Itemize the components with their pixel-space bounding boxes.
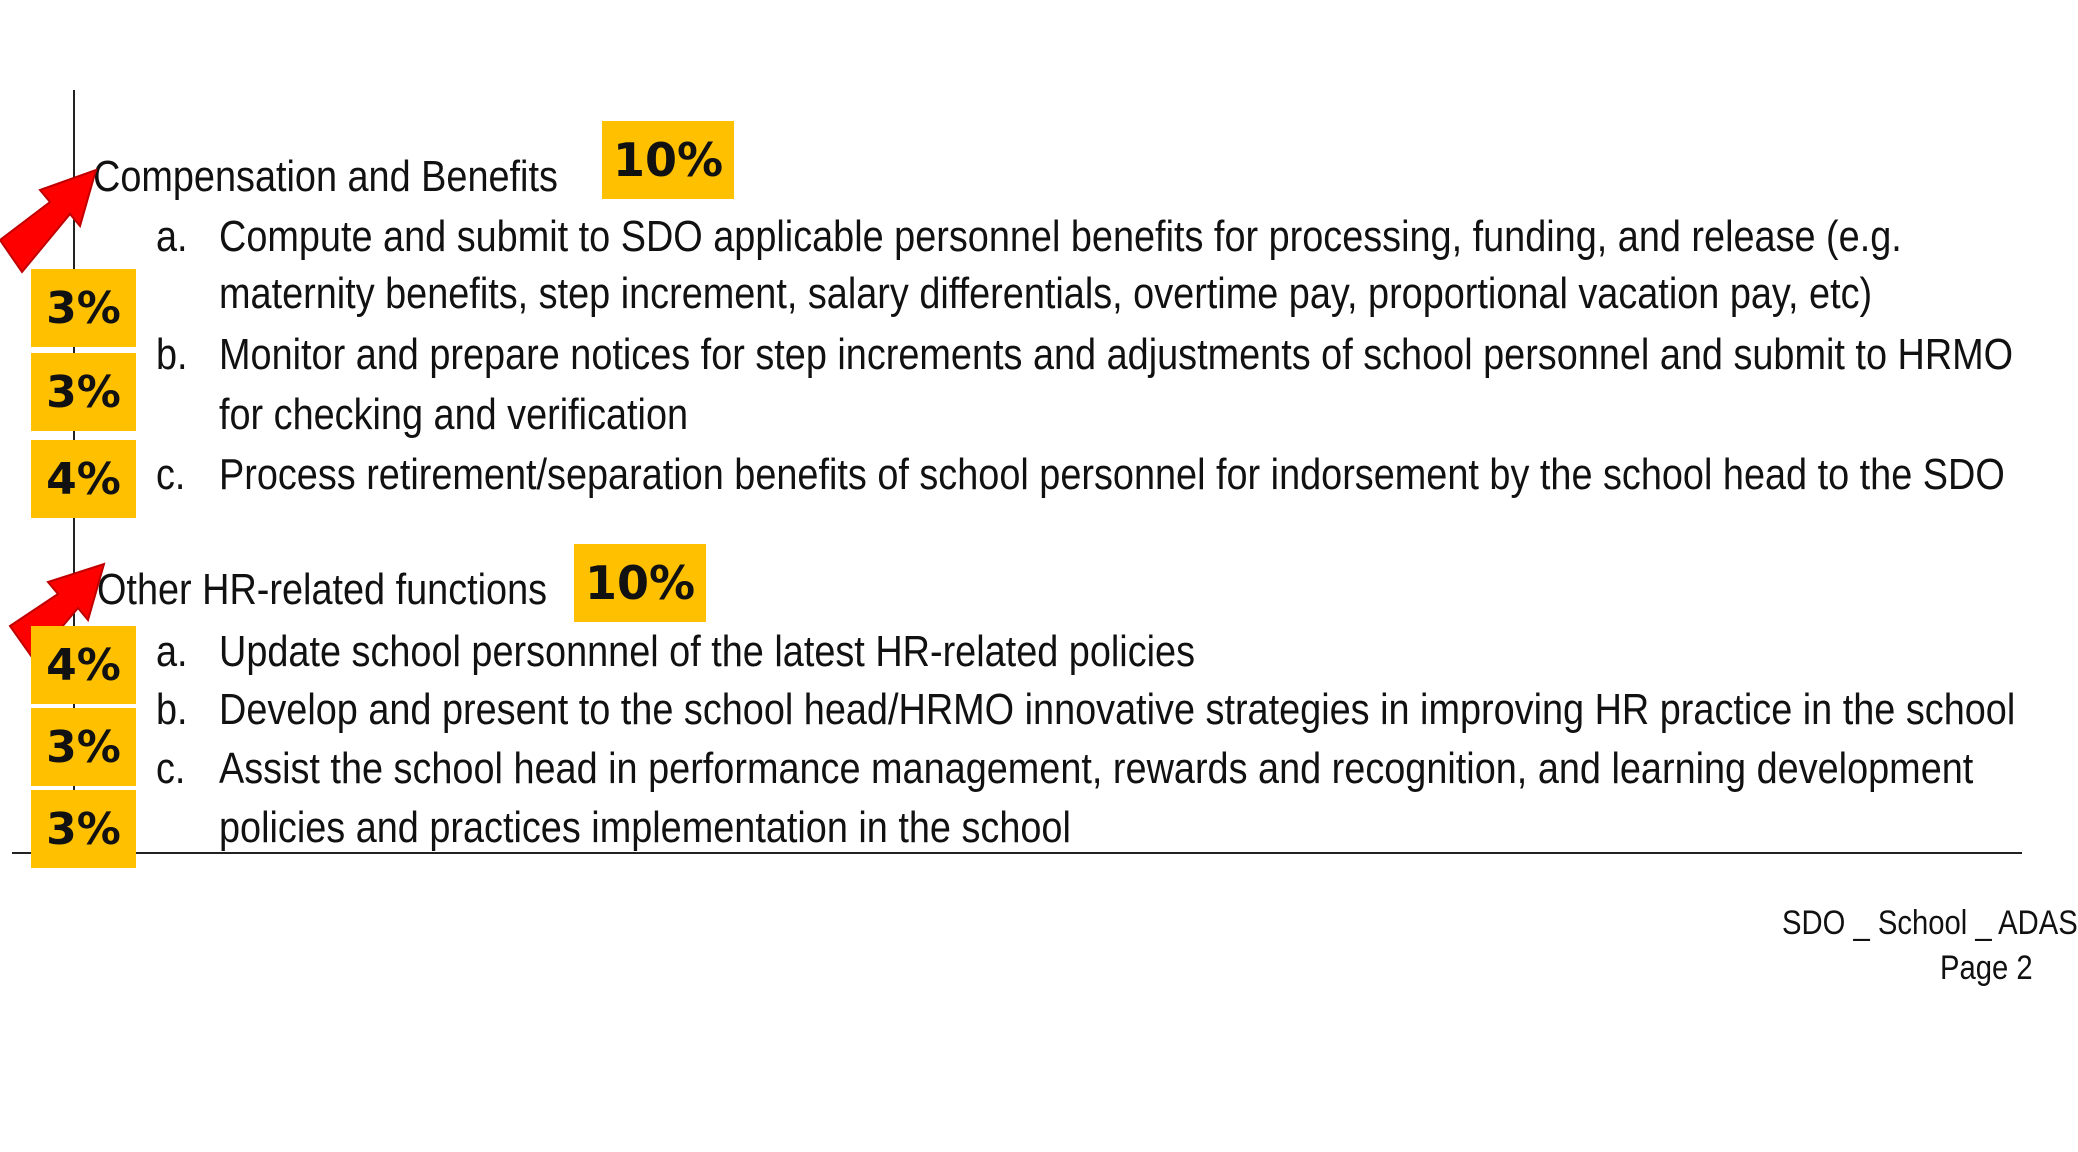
footer-page-number: Page 2 xyxy=(1940,949,2033,987)
item-weight-badge: 4% xyxy=(31,440,136,518)
item-text-line: maternity benefits, step increment, salary differentials, overtime pay, proportional vacation pay, etc) xyxy=(219,269,1873,318)
item-weight-badge: 4% xyxy=(31,626,136,704)
item-marker: b. xyxy=(156,330,188,379)
item-weight-badge: 3% xyxy=(31,790,136,868)
item-weight-badge: 3% xyxy=(31,269,136,347)
item-marker: c. xyxy=(156,744,186,793)
section-heading-compensation: Compensation and Benefits xyxy=(93,152,558,201)
item-text-line: for checking and verification xyxy=(219,390,689,439)
item-weight-badge: 3% xyxy=(31,353,136,431)
item-text-line: Compute and submit to SDO applicable personnel benefits for processing, funding, and release (e.g. xyxy=(219,212,1902,261)
item-marker: a. xyxy=(156,627,188,676)
item-marker: c. xyxy=(156,450,186,499)
item-marker: a. xyxy=(156,212,188,261)
section-heading-other-hr: Other HR-related functions xyxy=(97,565,548,614)
section-weight-badge: 10% xyxy=(602,121,734,199)
item-text-line: policies and practices implementation in the school xyxy=(219,803,1071,852)
section-weight-badge: 10% xyxy=(574,544,706,622)
item-text-line: Process retirement/separation benefits of school personnel for indorsement by the school head to the SDO xyxy=(219,450,2005,499)
arrow-icon xyxy=(0,160,112,280)
table-border-bottom xyxy=(12,852,2022,854)
footer-doc-id: SDO _ School _ ADAS xyxy=(1782,904,2078,942)
item-text-line: Develop and present to the school head/HRMO innovative strategies in improving HR practice in the school xyxy=(219,685,2016,734)
item-marker: b. xyxy=(156,685,188,734)
item-text-line: Monitor and prepare notices for step increments and adjustments of school personnel and submit to HRMO xyxy=(219,330,2014,379)
item-text-line: Update school personnnel of the latest HR-related policies xyxy=(219,627,1195,676)
item-text-line: Assist the school head in performance management, rewards and recognition, and learning development xyxy=(219,744,1974,793)
item-weight-badge: 3% xyxy=(31,708,136,786)
